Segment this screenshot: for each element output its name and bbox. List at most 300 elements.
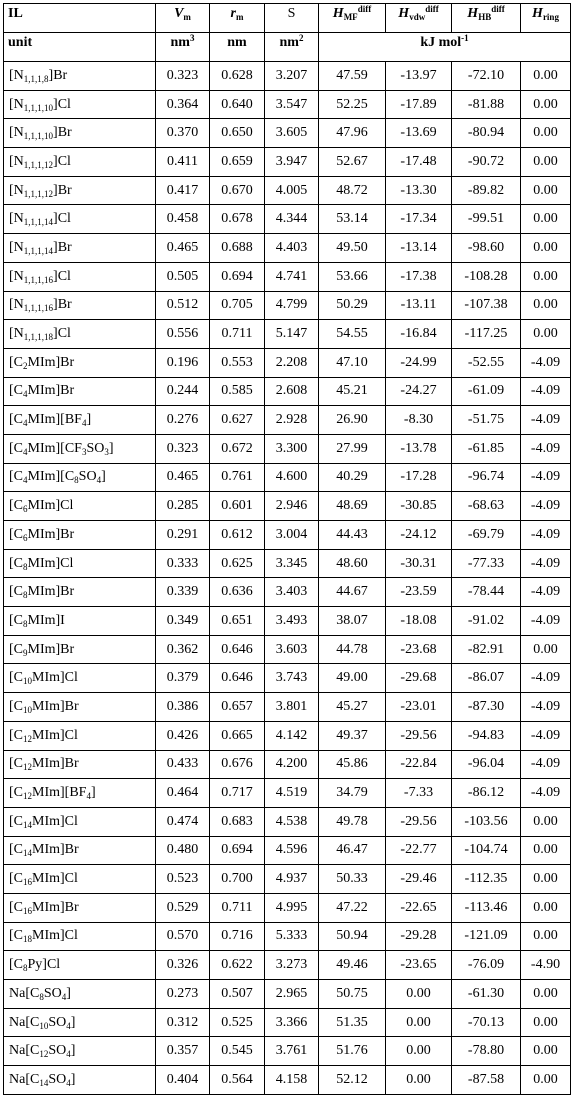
- cell-s: 3.605: [265, 119, 319, 148]
- il-text: [C: [9, 498, 23, 514]
- cell-hvdw: -13.78: [386, 434, 452, 463]
- cell-hvdw: -17.28: [386, 463, 452, 492]
- cell-vm: 0.364: [156, 90, 210, 119]
- il-subscript: 10: [39, 1020, 49, 1031]
- cell-rm: 0.636: [210, 578, 265, 607]
- cell-vm: 0.512: [156, 291, 210, 320]
- cell-il: [4, 951, 156, 980]
- table-row: [4, 664, 571, 693]
- cell-vm: 0.570: [156, 922, 210, 951]
- cell-vm: 0.370: [156, 119, 210, 148]
- cell-hring: -4.09: [521, 693, 571, 722]
- unit-base: nm: [227, 35, 247, 50]
- header-row: [4, 4, 571, 33]
- cell-hmf: 48.60: [319, 549, 386, 578]
- il-text: ]: [108, 440, 114, 456]
- cell-hmf: 46.47: [319, 836, 386, 865]
- table-row: [4, 320, 571, 349]
- il-text: MIm]Cl: [32, 813, 78, 829]
- cell-il: [4, 836, 156, 865]
- cell-rm: 0.564: [210, 1066, 265, 1095]
- il-text: [C: [9, 383, 23, 399]
- header-main: S: [287, 6, 296, 21]
- table-row: [4, 721, 571, 750]
- cell-hring: 0.00: [521, 1037, 571, 1066]
- cell-hring: 0.00: [521, 807, 571, 836]
- cell-hring: 0.00: [521, 1066, 571, 1095]
- cell-hvdw: -24.99: [386, 348, 452, 377]
- cell-s: 2.208: [265, 348, 319, 377]
- cell-hring: 0.00: [521, 865, 571, 894]
- cell-vm: 0.323: [156, 62, 210, 91]
- cell-rm: 0.625: [210, 549, 265, 578]
- cell-s: 3.743: [265, 664, 319, 693]
- cell-hring: 0.00: [521, 980, 571, 1009]
- header-sup: diff: [425, 4, 439, 14]
- cell-vm: 0.273: [156, 980, 210, 1009]
- table-row: [4, 807, 571, 836]
- cell-il: [4, 750, 156, 779]
- il-text: ]: [101, 469, 106, 485]
- cell-hring: 0.00: [521, 148, 571, 177]
- cell-hhb: -113.46: [452, 893, 521, 922]
- table-row: [4, 492, 571, 521]
- cell-s: 4.596: [265, 836, 319, 865]
- cell-hvdw: -24.27: [386, 377, 452, 406]
- cell-rm: 0.553: [210, 348, 265, 377]
- header-sup: diff: [357, 4, 372, 14]
- cell-hmf: 44.67: [319, 578, 386, 607]
- cell-vm: 0.458: [156, 205, 210, 234]
- cell-rm: 0.670: [210, 176, 265, 205]
- il-text: MIm]Cl: [32, 928, 78, 944]
- cell-vm: 0.312: [156, 1008, 210, 1037]
- table-row: [4, 1037, 571, 1066]
- il-text: [C: [9, 612, 23, 628]
- header-il: IL: [4, 4, 156, 33]
- il-subscript: 1,1,1,8: [23, 73, 49, 84]
- il-text: MIm]Br: [32, 899, 79, 915]
- cell-hhb: -121.09: [452, 922, 521, 951]
- il-text: [C: [9, 698, 23, 714]
- cell-hmf: 47.59: [319, 62, 386, 91]
- header-sub: ring: [542, 12, 559, 22]
- il-subscript: 6: [23, 504, 28, 515]
- il-text: ]Cl: [53, 96, 71, 112]
- cell-il: [4, 62, 156, 91]
- cell-s: 4.200: [265, 750, 319, 779]
- cell-rm: 0.640: [210, 90, 265, 119]
- cell-il: [4, 348, 156, 377]
- cell-s: 4.158: [265, 1066, 319, 1095]
- cell-hring: 0.00: [521, 62, 571, 91]
- cell-hmf: 34.79: [319, 779, 386, 808]
- il-subscript: 14: [39, 1077, 49, 1088]
- cell-hring: 0.00: [521, 234, 571, 263]
- cell-hvdw: -22.84: [386, 750, 452, 779]
- il-subscript: 14: [23, 848, 32, 859]
- cell-hhb: -99.51: [452, 205, 521, 234]
- cell-s: 3.761: [265, 1037, 319, 1066]
- cell-hmf: 47.96: [319, 119, 386, 148]
- cell-hmf: 40.29: [319, 463, 386, 492]
- cell-hhb: -103.56: [452, 807, 521, 836]
- il-text: Na[C: [9, 985, 40, 1001]
- cell-vm: 0.411: [156, 148, 210, 177]
- il-subscript: 8: [23, 590, 28, 601]
- il-text: SO: [78, 469, 97, 485]
- il-text: MIm][C: [27, 469, 75, 485]
- cell-s: 3.493: [265, 607, 319, 636]
- cell-hvdw: -17.89: [386, 90, 452, 119]
- cell-vm: 0.285: [156, 492, 210, 521]
- cell-vm: 0.291: [156, 521, 210, 550]
- unit-base: nm: [279, 35, 299, 50]
- cell-rm: 0.545: [210, 1037, 265, 1066]
- cell-hring: 0.00: [521, 176, 571, 205]
- cell-hhb: -82.91: [452, 635, 521, 664]
- cell-s: 4.741: [265, 262, 319, 291]
- cell-vm: 0.244: [156, 377, 210, 406]
- il-text: [C: [9, 842, 23, 858]
- cell-hmf: 53.66: [319, 262, 386, 291]
- il-text: [N: [9, 211, 24, 227]
- il-text: MIm]Cl: [32, 670, 78, 686]
- il-text: MIm]Br: [27, 584, 75, 600]
- cell-hvdw: -13.14: [386, 234, 452, 263]
- il-subscript: 16: [23, 905, 32, 916]
- il-text: ]: [70, 1071, 76, 1087]
- il-text: SO: [48, 1071, 67, 1087]
- cell-il: [4, 291, 156, 320]
- cell-il: [4, 320, 156, 349]
- header-main: H: [467, 6, 479, 21]
- header-sup: diff: [491, 4, 505, 14]
- cell-hring: -4.09: [521, 377, 571, 406]
- il-text: MIm][BF: [32, 785, 87, 801]
- cell-hring: 0.00: [521, 320, 571, 349]
- cell-hvdw: -13.97: [386, 62, 452, 91]
- cell-hmf: 26.90: [319, 406, 386, 435]
- cell-hhb: -112.35: [452, 865, 521, 894]
- cell-hhb: -90.72: [452, 148, 521, 177]
- unit-sup: -1: [461, 33, 469, 43]
- cell-hvdw: -29.56: [386, 807, 452, 836]
- il-subscript: 14: [23, 819, 32, 830]
- cell-hvdw: -29.28: [386, 922, 452, 951]
- table-row: [4, 406, 571, 435]
- cell-s: 5.147: [265, 320, 319, 349]
- cell-rm: 0.646: [210, 664, 265, 693]
- cell-s: 2.608: [265, 377, 319, 406]
- cell-hhb: -70.13: [452, 1008, 521, 1037]
- cell-hhb: -108.28: [452, 262, 521, 291]
- cell-rm: 0.585: [210, 377, 265, 406]
- il-text: [N: [9, 153, 24, 169]
- cell-hvdw: -16.84: [386, 320, 452, 349]
- cell-rm: 0.651: [210, 607, 265, 636]
- unit-row: [4, 33, 571, 62]
- il-subscript: 1,1,1,10: [23, 102, 54, 113]
- il-subscript: 8: [23, 561, 28, 572]
- il-subscript: 8: [23, 618, 28, 629]
- cell-hhb: -89.82: [452, 176, 521, 205]
- cell-hhb: -52.55: [452, 348, 521, 377]
- cell-il: [4, 205, 156, 234]
- cell-vm: 0.426: [156, 721, 210, 750]
- cell-hhb: -78.80: [452, 1037, 521, 1066]
- cell-il: [4, 463, 156, 492]
- header-sub: HB: [478, 12, 492, 22]
- il-subscript: 1,1,1,18: [23, 332, 54, 343]
- cell-hmf: 50.75: [319, 980, 386, 1009]
- cell-hring: -4.09: [521, 721, 571, 750]
- cell-vm: 0.326: [156, 951, 210, 980]
- table-row: [4, 262, 571, 291]
- cell-hvdw: -22.65: [386, 893, 452, 922]
- cell-hmf: 49.46: [319, 951, 386, 980]
- cell-hring: -4.09: [521, 492, 571, 521]
- cell-hvdw: -24.12: [386, 521, 452, 550]
- cell-hhb: -98.60: [452, 234, 521, 263]
- cell-hring: -4.90: [521, 951, 571, 980]
- cell-il: [4, 807, 156, 836]
- cell-rm: 0.700: [210, 865, 265, 894]
- table-row: [4, 434, 571, 463]
- il-text: MIm]Br: [27, 641, 75, 657]
- table-row: [4, 119, 571, 148]
- cell-hring: -4.09: [521, 549, 571, 578]
- cell-vm: 0.362: [156, 635, 210, 664]
- cell-il: [4, 980, 156, 1009]
- cell-rm: 0.716: [210, 922, 265, 951]
- cell-s: 4.005: [265, 176, 319, 205]
- il-subscript: 4: [86, 791, 91, 802]
- cell-s: 3.947: [265, 148, 319, 177]
- il-text: Py]Cl: [27, 957, 61, 973]
- cell-s: 3.345: [265, 549, 319, 578]
- cell-hring: -4.09: [521, 750, 571, 779]
- il-subscript: 12: [23, 791, 32, 802]
- il-text: MIm]Cl: [27, 498, 74, 514]
- cell-hvdw: -13.11: [386, 291, 452, 320]
- il-text: [C: [9, 555, 23, 571]
- cell-rm: 0.683: [210, 807, 265, 836]
- cell-s: 2.928: [265, 406, 319, 435]
- il-text: ]Br: [53, 297, 72, 313]
- cell-hhb: -91.02: [452, 607, 521, 636]
- il-text: MIm][BF: [27, 412, 82, 428]
- cell-il: [4, 1037, 156, 1066]
- cell-hvdw: -13.30: [386, 176, 452, 205]
- cell-vm: 0.196: [156, 348, 210, 377]
- cell-hvdw: -23.59: [386, 578, 452, 607]
- cell-hhb: -86.07: [452, 664, 521, 693]
- il-text: [C: [9, 354, 23, 370]
- cell-il: [4, 434, 156, 463]
- il-subscript: 3: [81, 446, 87, 457]
- il-text: ]Cl: [53, 326, 71, 342]
- cell-hvdw: -23.01: [386, 693, 452, 722]
- il-subscript: 12: [23, 762, 32, 773]
- table-row: [4, 62, 571, 91]
- cell-hmf: 54.55: [319, 320, 386, 349]
- il-text: MIm]Cl: [32, 727, 78, 743]
- cell-hmf: 53.14: [319, 205, 386, 234]
- cell-hring: -4.09: [521, 664, 571, 693]
- il-text: [N: [9, 125, 24, 141]
- table-row: [4, 90, 571, 119]
- il-subscript: 1,1,1,14: [23, 217, 54, 228]
- il-text: [C: [9, 526, 23, 542]
- il-subscript: 4: [66, 1049, 71, 1060]
- cell-vm: 0.333: [156, 549, 210, 578]
- cell-il: [4, 721, 156, 750]
- header-main: V: [174, 6, 184, 21]
- cell-s: 4.344: [265, 205, 319, 234]
- table-row: [4, 635, 571, 664]
- il-text: [N: [9, 182, 24, 198]
- cell-rm: 0.627: [210, 406, 265, 435]
- cell-il: [4, 578, 156, 607]
- il-text: [N: [9, 326, 24, 342]
- cell-s: 3.403: [265, 578, 319, 607]
- il-text: [C: [9, 584, 23, 600]
- cell-vm: 0.464: [156, 779, 210, 808]
- il-text: [C: [9, 756, 23, 772]
- il-text: [C: [9, 813, 23, 829]
- cell-s: 3.366: [265, 1008, 319, 1037]
- cell-rm: 0.665: [210, 721, 265, 750]
- cell-s: 4.799: [265, 291, 319, 320]
- cell-il: [4, 779, 156, 808]
- cell-il: [4, 922, 156, 951]
- cell-vm: 0.474: [156, 807, 210, 836]
- header-main: H: [332, 6, 344, 21]
- cell-s: 4.519: [265, 779, 319, 808]
- il-text: ]Br: [53, 125, 72, 141]
- cell-rm: 0.612: [210, 521, 265, 550]
- il-text: [C: [9, 469, 23, 485]
- cell-hring: 0.00: [521, 836, 571, 865]
- cell-rm: 0.694: [210, 262, 265, 291]
- il-text: SO: [86, 440, 105, 456]
- cell-hmf: 47.10: [319, 348, 386, 377]
- il-text: MIm]Br: [32, 842, 79, 858]
- cell-s: 4.600: [265, 463, 319, 492]
- unit-sup: 3: [189, 33, 195, 43]
- cell-hhb: -81.88: [452, 90, 521, 119]
- il-subscript: 4: [81, 418, 87, 429]
- table-row: [4, 291, 571, 320]
- il-text: ]Cl: [53, 268, 71, 284]
- il-subscript: 4: [66, 1077, 71, 1088]
- cell-hvdw: -29.68: [386, 664, 452, 693]
- cell-hmf: 44.78: [319, 635, 386, 664]
- il-text: ]Br: [48, 67, 68, 83]
- cell-il: [4, 893, 156, 922]
- cell-hmf: 52.12: [319, 1066, 386, 1095]
- il-text: MIm]Cl: [27, 555, 74, 571]
- cell-rm: 0.622: [210, 951, 265, 980]
- cell-rm: 0.601: [210, 492, 265, 521]
- cell-hvdw: -8.30: [386, 406, 452, 435]
- table-row: [4, 980, 571, 1009]
- cell-hmf: 44.43: [319, 521, 386, 550]
- cell-hhb: -117.25: [452, 320, 521, 349]
- il-subscript: 1,1,1,12: [23, 159, 54, 170]
- table-row: [4, 922, 571, 951]
- cell-hmf: 52.25: [319, 90, 386, 119]
- cell-rm: 0.628: [210, 62, 265, 91]
- table-row: [4, 1008, 571, 1037]
- il-text: [N: [9, 239, 24, 255]
- cell-il: [4, 607, 156, 636]
- cell-hring: 0.00: [521, 119, 571, 148]
- cell-hring: -4.09: [521, 607, 571, 636]
- unit-s: [265, 33, 319, 62]
- cell-rm: 0.657: [210, 693, 265, 722]
- il-subscript: 8: [39, 991, 44, 1002]
- il-text: ]: [70, 1043, 76, 1059]
- cell-vm: 0.404: [156, 1066, 210, 1095]
- cell-hvdw: -29.56: [386, 721, 452, 750]
- cell-hhb: -80.94: [452, 119, 521, 148]
- table-row: [4, 549, 571, 578]
- cell-il: [4, 664, 156, 693]
- il-text: SO: [43, 985, 62, 1001]
- table-row: [4, 176, 571, 205]
- cell-hring: -4.09: [521, 348, 571, 377]
- il-text: [N: [9, 297, 24, 313]
- table-head: [4, 4, 571, 62]
- il-subscript: 4: [23, 446, 28, 457]
- table-row: [4, 779, 571, 808]
- cell-hmf: 47.22: [319, 893, 386, 922]
- il-subscript: 4: [66, 1020, 71, 1031]
- table-row: [4, 578, 571, 607]
- cell-s: 3.004: [265, 521, 319, 550]
- table-row: [4, 521, 571, 550]
- il-subscript: 1,1,1,10: [23, 131, 54, 142]
- table-row: [4, 205, 571, 234]
- cell-hhb: -78.44: [452, 578, 521, 607]
- cell-s: 2.965: [265, 980, 319, 1009]
- table-row: [4, 836, 571, 865]
- cell-s: 4.937: [265, 865, 319, 894]
- il-text: ]Br: [53, 182, 72, 198]
- il-text: [C: [9, 440, 23, 456]
- il-subscript: 9: [23, 647, 28, 658]
- cell-hvdw: 0.00: [386, 980, 452, 1009]
- cell-hmf: 49.78: [319, 807, 386, 836]
- il-text: [C: [9, 785, 23, 801]
- cell-vm: 0.379: [156, 664, 210, 693]
- il-subscript: 10: [23, 704, 32, 715]
- cell-hmf: 52.67: [319, 148, 386, 177]
- cell-hvdw: -13.69: [386, 119, 452, 148]
- cell-vm: 0.357: [156, 1037, 210, 1066]
- il-subscript: 12: [39, 1049, 49, 1060]
- cell-hring: 0.00: [521, 1008, 571, 1037]
- il-text: MIm][CF: [27, 440, 82, 456]
- cell-il: [4, 521, 156, 550]
- cell-il: [4, 1008, 156, 1037]
- cell-il: [4, 693, 156, 722]
- unit-base: kJ mol: [420, 35, 462, 50]
- il-subscript: 4: [23, 418, 28, 429]
- cell-s: 3.603: [265, 635, 319, 664]
